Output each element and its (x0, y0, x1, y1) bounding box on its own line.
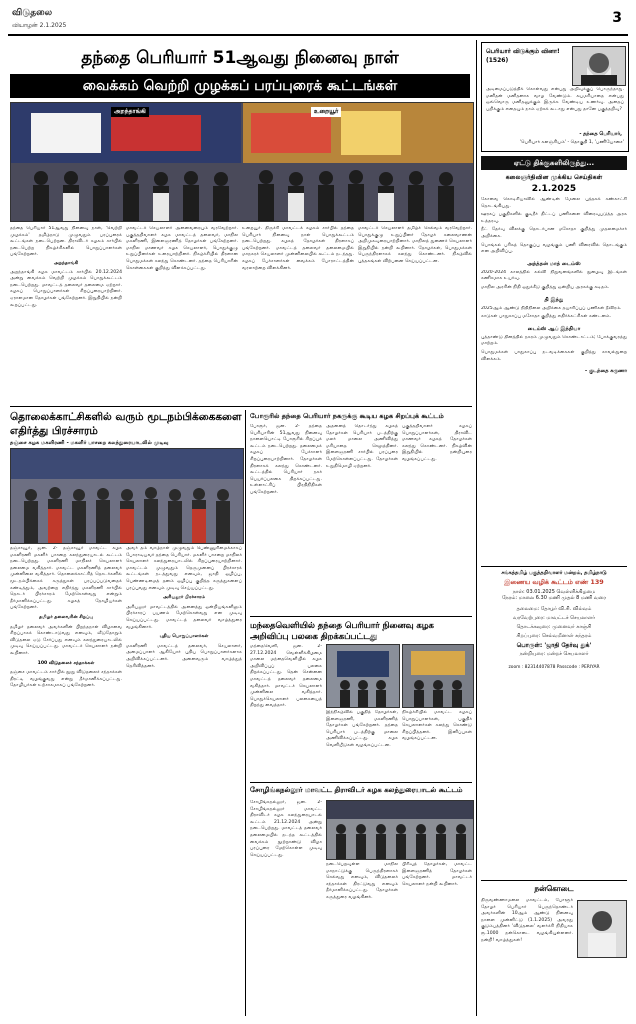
story4-photo-1 (326, 644, 400, 708)
headline-line1: தந்தை பெரியார் 51ஆவது நினைவு நாள் (81, 48, 399, 68)
lead-para-2: அறந்தாங்கி கழக மாவட்டம் சார்பில் 20.12.2024 அன்று வைக்கம் வெற்றி முழக்கம் பொதுக்கூட்டம் நடைபெற்றது. மாவட்டத் தலைவர் தலைமை ஏற்றார். கழகப் பொறுப்பாளர்கள் சிறப்புரையாற்றினர். ஏராளமான தோழர்கள் பங்கேற்றனர். இறுதியில் நன்றி கூறப்பட்டது. (10, 269, 122, 308)
news-item: 2020-2024 காலத்தில் கல்வி நிறுவனங்களில் நுழைவு இடங்கள் கணிசமாக உயர்வு. (481, 269, 627, 282)
story4-col-2: இந்நிகழ்வில் பகுதித் தோழர்கள், இளைஞரணி, மகளிரணித் தோழர்கள் பங்கேற்றனர். தந்தை பெரியார் படத்திற்கு மாலை அணிவிக்கப்பட்டது. கழக வெளியீடுகள் வழங்கப்பட்டன. (326, 710, 398, 748)
story5-headline: சோழிங்கநல்லூர் மாவட்ட திராவிடர் கழக கலந்துரையாடல் கூட்டம் (250, 786, 463, 794)
periyar-portrait-image (573, 47, 625, 85)
news-item: புத்தாண்டு தினத்தில் நகரம் முழுவதும் கொண்டாட்டம்; போக்குவரத்து மாற்றம். (481, 334, 627, 347)
story2-para-2c: மகளிரணி மாவட்டத் தலைவர், செயலாளர், அமைப்பாளர் ஆகியோர் புதிய பொறுப்பாளர்களாக அறிவிக்கப்பட்டனர். அனைவரும் வாழ்த்துத் தெரிவித்தனர். (126, 643, 242, 669)
news-list-1 (481, 197, 627, 258)
event-line: வரவேற்புரை: மாவட்டச் செயலாளர் (513, 615, 595, 621)
story2-subhead-d: புதிய பொறுப்பாளர்கள் (159, 634, 209, 640)
story4-col-1: மந்தைவெளி, ஜன. 2- 27.12.2024 வெள்ளிக்கிழமை மாலை மந்தைவெளியில் கழக அறிவிப்புப் பலகை திறக்கப்பட்டது. தென் சென்னை மாவட்டத் தலைவர் தலைமை வகித்தார். மாவட்டச் செயலாளர் முன்னிலை வகித்தார். பொதுச்செயலாளர் பலகையைத் திறந்து வைத்தார். (250, 644, 322, 709)
news-box (481, 172, 627, 562)
top-photo-image (11, 103, 473, 221)
quote-label: பெரியார் விடுக்கும் வினா! (1526) (486, 48, 560, 64)
news-source-3: டைம்ஸ் ஆப் இந்தியா (527, 325, 581, 332)
news-source-2: தி இந்து (544, 296, 564, 303)
headline-line2: வைக்கம் வெற்றி முழக்கப் பரப்புரைக் கூட்டங்கள் (82, 78, 398, 94)
story2-subhead-b: 100 விடுதலைச் சந்தாக்கள் (37, 660, 95, 666)
story5-photo (326, 800, 474, 860)
photo-caption-right: உறையூர் (311, 107, 341, 117)
photo-caption-left: அறந்தாங்கி (111, 107, 149, 117)
story4-bottom-rule (250, 782, 472, 783)
news-title: கலைஞர்திவின முக்கிய செய்திகள் (505, 174, 603, 181)
story5-col-2: நடைபெறவுள்ள மாநில மாநாட்டுக்கு பெருந்திரளாகச் செல்வது எனவும், விடுதலைச் சந்தாக்கள் திரட்டுவது எனவும் தீர்மானிக்கப்பட்டது. தோழர்கள் கருத்துரை வழங்கினர். (326, 862, 398, 900)
event-notice (481, 570, 627, 878)
donation-title: நன்கொடை (534, 884, 574, 893)
news-item: பொதுமக்கள் பாதுகாப்பு நடவடிக்கைகள் குறித்து காவல்துறை விளக்கம். (481, 349, 627, 362)
lead-col-4: மாவட்டச் செயலாளர் தமிழ்ச் செல்வம் வரவேற்றார். பொதுக்குழு உறுப்பினர் தோழர் கலைவாணன் அறிமுகவுரையாற்றினார். மாநிலத் துணைச் செயலாளர் இறுதியில் நன்றி கூறினார். தோழர்கள், பொதுமக்கள் பெருந்திரளாகக் கலந்து கொண்டனர். நிகழ்வில் புத்தகங்கள் விற்பனை செய்யப்பட்டன. (358, 226, 472, 264)
news-item: காடுகள் பாதுகாப்பு மசோதா குறித்து எதிர்க்கட்சிகள் கண்டனம். (481, 314, 612, 320)
top-event-photo (10, 102, 474, 222)
middle-vertical-rule (245, 410, 246, 1016)
event-line: தலைமை: தோழர் வி.சி. வில்வம் (516, 606, 592, 612)
lead-col-1 (10, 226, 122, 404)
event-zoom: zoom : 82314407878 Passcode : PERIYAR (508, 665, 600, 670)
story3-headline: போரூரில் தந்தை பெரியார் நகருக்கு கூடிய கழக சிறப்புக் கூட்டம் (250, 412, 444, 420)
story3-col-1: போரூர், ஜன. 2- தந்தை பெரியாரின் 51ஆவது நினைவு நாளையொட்டி போரூரில் சிறப்புக் கூட்டம் நடைபெற்றது. தலைமைக் கழகப் பேச்சாளர் சிறப்புரையாற்றினார். தோழர்கள் திரளாகக் கலந்து கொண்டனர். கூட்டத்தில் பெரியார் நகர் பெயர்ப்பலகை திறக்கப்பட்டது. உள்ளாட்சிப் பிரதிநிதிகள் பங்கேற்றனர். (250, 424, 322, 495)
event-org: சங்கத்தமிழ் பகுத்தறிவாளர் மன்றம், தமிழ்நாடு (501, 570, 607, 576)
story2-para-1: தஞ்சாவூர், ஜன. 2- தஞ்சாவூர் மாவட்ட கழக மகளிரணி மகளிர் பாசறை கலந்துரையாடல் கூட்டம் நடைபெற்றது. மகளிரணி மாநிலச் செயலாளர் தலைமை வகித்தார். மாவட்ட மகளிரணித் தலைவர் முன்னிலை வகித்தார். தொலைக்காட்சித் தொடர்களில் மூடநம்பிக்கைக் கருத்துகள் பரப்பப்படுவதைக் கண்டித்தும், அவற்றை எதிர்த்து மகளிரணி சார்பில் தொடர் பிரச்சாரம் மேற்கொள்வது என்றும் தீர்மானிக்கப்பட்டது. கழகத் தோழியர்கள் பங்கேற்றனர். (10, 546, 122, 611)
masthead (8, 6, 628, 34)
donation-body: திருவண்ணாமலை மாவட்டம், போளூர் தோழர் பெரியார் பெருந்தொண்டர் அவர்களின் 10ஆம் ஆண்டு நினைவு நாளை முன்னிட்டு (1.1.2025) அவரது குடும்பத்தினர் 'விடுதலை' வளர்ச்சி நிதியாக ரூ.1000 நன்கொடை வழங்கியுள்ளனர். நன்றி! வாழ்த்துகள்! (481, 898, 573, 943)
lead-col-2: மாவட்டச் செயலாளர் அனைவரையும் வரவேற்றார். பகுத்தறிவாளர் கழக மாவட்டத் தலைவர், மாநில மகளிரணி, இளைஞரணித் தோழர்கள் பங்கேற்றனர். மாநில மாணவர் கழக செயலாளர், பொதுக்குழு உறுப்பினர்கள் உரையாற்றினர். நிகழ்ச்சியில் திரளான பொதுமக்கள் கலந்து கொண்டனர். தந்தை பெரியாரின் கொள்கைகள் குறித்து விளக்கப்பட்டது. (126, 226, 238, 271)
story3-col-2: அதனைத் தொடர்ந்து கழகத் தோழர்கள் பெரியார் படத்திற்கு மலர் மாலை அணிவித்து மரியாதை செலுத்தினர். இளைஞரணி சார்பில் பரப்புரை மேற்கொள்ளப்பட்டது. தோழர்கள் உறுதிமொழி ஏற்றனர். (326, 424, 398, 469)
quote-author: - தந்தை பெரியார், (579, 131, 622, 137)
story2-para-1b: தமிழர் தலைவர் அவர்களின் பிறந்தநாள் விழாவை சிறப்பாகக் கொண்டாடுவது எனவும், வீடுதோறும் விடுதலை ஏடு சேர்ப்பது எனவும் கலந்துரையாடலில் முடிவு செய்யப்பட்டது. மாவட்டச் செயலாளர் நன்றி கூறினார். (10, 624, 122, 656)
event-line: நன்றியுரை: மன்றச் செயலாளர் (519, 651, 589, 657)
sidebar-vertical-rule (476, 40, 477, 1016)
news-item: நீட் தேர்வு விலக்கு தொடர்பான மசோதா குறித்து முதலமைச்சர் அறிக்கை. (481, 227, 627, 239)
donor-photo (577, 900, 627, 958)
event-line: தொடக்கவுரை: முனைவர் காஞ்சி (516, 624, 592, 630)
story4-photo-2 (402, 644, 474, 708)
story4-col-3: நிகழ்ச்சியில் மாவட்ட கழகப் பொறுப்பாளர்கள், பகுதிச் செயலாளர்கள் கலந்து கொண்டு சிறப்பித்தனர். இனிப்புகள் வழங்கப்பட்டன. (402, 710, 472, 742)
periyar-portrait (572, 46, 626, 86)
story2-photo (10, 448, 244, 544)
event-time: நேரம்: மாலை 6.30 மணி முதல் 8 மணி வரை (502, 595, 606, 601)
quote-body: அடிமைப்படுத்திக் கொள்வது என்பது அறிவுக்குப் பொருந்தாது. மனிதன் மனிதனாக வாழ வேண்டும். சுயமரியாதை என்பது ஒவ்வொரு மனிதனுக்கும் இருக்க வேண்டிய உணர்வு. அதைப் பறிக்கும் எதையும் நாம் ஏற்கக் கூடாது என்பது தானே பகுத்தறிவு? (486, 87, 624, 112)
news-list-4 (481, 335, 627, 365)
story2-col-1 (10, 546, 122, 1016)
story2-para-2b: அரியலூர் மாவட்டத்தில் அனைத்து ஒன்றியங்களிலும் பிரச்சாரப் பயணம் மேற்கொள்வது என முடிவு செய்யப்பட்டது. மாவட்டத் தலைவர் வாழ்த்துரை வழங்கினார். (126, 604, 242, 630)
news-date: 2.1.2025 (531, 184, 577, 194)
event-program (481, 605, 627, 659)
story5-col-3: பிரிவுத் தோழர்கள், மாவட்ட இளைஞரணித் தோழர்கள் பங்கேற்றனர். மாவட்டச் செயலாளர் நன்றி கூறினார். (402, 862, 472, 887)
sidebar-rule-2 (481, 880, 627, 881)
story5-col-1: சோழிங்கநல்லூர், ஜன. 2- சோழிங்கநல்லூர் மாவட்ட திராவிடர் கழக கலந்துரையாடல் கூட்டம் 21.12.2024 அன்று நடைபெற்றது. மாவட்டத் தலைவர் தலைமையில் நடந்த கூட்டத்தில் வைக்கம் நூற்றாண்டு விழா பரப்புரை மேற்கொள்ள முடிவு செய்யப்பட்டது. (250, 800, 322, 858)
news-box-title: ஏட்டு திக்குகளிலிருந்து... (481, 156, 627, 170)
story3-bottom-rule (250, 616, 472, 617)
news-list-3 (481, 306, 627, 323)
page-number: 3 (612, 10, 622, 26)
issue-date: வியாழன் 2.1.2025 (12, 22, 67, 29)
event-title: இணைய வழிக் கூட்டம் எண் 139 (504, 578, 604, 586)
story4-headline: மந்தைவெளியில் தந்தை பெரியார் நினைவு கழக அறிவிப்பு பலகை திறக்கப்பட்டது (250, 620, 434, 641)
news-source-1: அந்த்தன் மாத் டைம்ஸ் (527, 260, 581, 267)
lead-subhead: அறந்தாங்கி (53, 260, 79, 266)
story2-headline: தொலைக்காட்சிகளில் வரும் மூடநம்பிக்கைகளை எதிர்த்து பிரச்சாரம் (10, 411, 242, 437)
event-line: பொருள்: 'ஜாதி தேர்வு துக்' (516, 642, 592, 649)
news-credit: - குடந்தை கருணா (585, 368, 627, 375)
masthead-rule (8, 34, 628, 36)
lead-col-3: உறையூர். திருச்சி மாவட்டக் கழகம் சார்பில் தந்தை பெரியார் நினைவு நாள் பொதுக்கூட்டம் நடைபெற்றது. கழகத் தோழர்கள் திரளாகப் பங்கேற்றனர். மாவட்டத் தலைவர் தலைமையில் மாநகரச் செயலாளர் முன்னிலையில் கூட்டம் நடந்தது. கழகப் பேச்சாளர்கள் வைக்கம் போராட்டத்தின் வரலாற்றை விளக்கினர். (242, 226, 354, 271)
story2-subhead-a: தமிழர் தலைவரின் சிறப்பு (39, 614, 93, 620)
quote-source: 'பெரியார் களஞ்சியம்' - தொகுதி 1, 'பணியோசை' (519, 140, 624, 145)
story4-photo-2-image (403, 645, 473, 707)
story2-subhead: தஞ்சை கழக மகளிரணி - மகளிர் பாசறை கலந்துரையாடலில் முடிவு (10, 440, 169, 446)
lead-bottom-rule (10, 406, 472, 407)
story2-subhead-c: அரியலூர் பிரச்சாரம் (162, 595, 206, 601)
news-item: மாநில அரசின் நிதி ஒதுக்கீடு குறித்து ஒன்றிய அரசுக்கு கடிதம். (481, 284, 610, 290)
paper-name: விடுதலை (12, 8, 53, 18)
story2-para-2: அவர் தம் வாழ்நாள் முழுவதும் பெண்ணுரிமைக்காகப் போராடியவர் தந்தை பெரியார். மகளிர் பாசறை மாநிலச் செயலாளர் கலந்துரையாடலில் சிறப்புரையாற்றினார். மாவட்டம் முழுவதும் தெருமுனைப் பிரச்சாரக் கூட்டங்கள் நடத்துவது எனவும், ஜாதி ஒழிப்பு, பெண்ணடிமைத் தனம் ஒழிப்பு குறித்த கருத்துகளைப் பரப்புவது எனவும் முடிவு செய்யப்பட்டது. (126, 546, 242, 591)
story5-photo-image (327, 801, 473, 859)
sidebar-rule-1 (481, 566, 627, 567)
news-item: ஊரகப் பகுதிகளில் குடிநீர் திட்டப் பணிகளை விரைவுபடுத்த அரசு உத்தரவு. (481, 212, 627, 224)
event-date: நாள்: 03.01.2025 வெள்ளிக்கிழமை (512, 589, 596, 595)
news-item: பொங்கல் பரிசுத் தொகுப்பு வழங்கும் பணி விரைவில் தொடங்கும் என அறிவிப்பு. (481, 242, 627, 255)
news-item: கோவை கொடிசியாவில் ஆண்டின் மேலை புத்தகக் கண்காட்சி தொடங்கியது. (481, 197, 627, 209)
story2-col-2 (126, 546, 242, 1016)
story4-photo-1-image (327, 645, 399, 707)
lead-para-1: தந்தை பெரியார் 51ஆவது நினைவு நாள், 'வெற்றி முழக்கம்' தமிழ்நாடு முழுவதும் பரப்புரைக் கூட்டங்கள் நடைபெற்றன. திராவிடர் கழகம் சார்பில் நடைபெற்ற நிகழ்ச்சிகளில் பொறுப்பாளர்கள் பங்கேற்றனர். (10, 226, 122, 258)
news-item: 2025ஆம் ஆண்டு நிதிநிலை அறிக்கை தயாரிப்புப் பணிகள் தீவிரம். (481, 305, 622, 311)
story2-para-1c: தஞ்சை மாவட்டம் சார்பில் நூறு விடுதலைச் சந்தாக்கள் திரட்டி வழங்குவது என்று தீர்மானிக்கப்பட்டது. தோழியர்கள் உற்சாகமாகப் பங்கேற்றனர். (10, 670, 122, 689)
story3-col-3: பகுத்தறிவாளர் கழகப் பொறுப்பாளர்கள், திராவிட மாணவர் கழகத் தோழர்கள் கலந்து கொண்டனர். நிகழ்வின் இறுதியில் நன்றியுரை வழங்கப்பட்டது. (402, 424, 472, 462)
quote-box (481, 42, 629, 152)
donor-photo-image (578, 901, 626, 957)
event-line: சிறப்புரை: செல்வமீனாள் சுந்தரம் (516, 633, 592, 639)
news-list-2 (481, 270, 627, 294)
donation-box (481, 884, 627, 1016)
story2-photo-image (11, 449, 243, 543)
